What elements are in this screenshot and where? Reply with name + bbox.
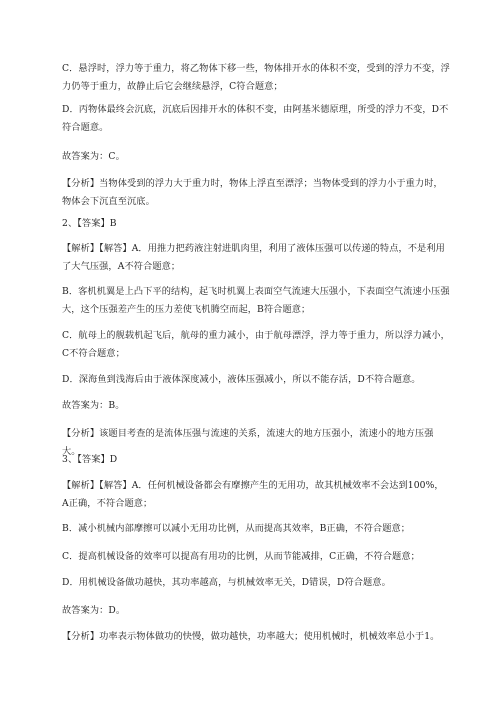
paragraph-d-1: D．丙物体最终会沉底，沉底后因排开水的体积不变，由阿基米德原理，所受的浮力不变，D不符合题意。 [62, 104, 449, 133]
paragraph-b-3: B．减小机械内部摩擦可以减小无用功比例，从而提高其效率，B正确，不符合题意； [62, 523, 411, 534]
paragraph-c-3: C．提高机械设备的效率可以提高有用功的比例，从而节能减排，C正确，不符合题意； [62, 551, 420, 562]
paragraph-d-3: D．用机械设备做功越快，其功率越高，与机械效率无关，D错误，D符合题意。 [62, 577, 391, 588]
explanation-a-3: 【解析】【解答】A．任何机械设备都会有摩擦产生的无用功，故其机械效率不会达到100%，A正确，不符合题意； [62, 480, 444, 509]
paragraph-c-1: C．悬浮时，浮力等于重力，将乙物体下移一些，物体排开水的体积不变，受到的浮力不变，浮力仍等于重力，故静止后它会继续悬浮，C符合题意； [62, 63, 450, 92]
paragraph-b-2: B．客机机翼是上凸下平的结构，起飞时机翼上表面空气流速大压强小，下表面空气流速小压强大，这个压强差产生的压力差使飞机腾空而起，B符合题意； [62, 286, 450, 315]
analysis-3: 【分析】功率表示物体做功的快慢，做功越快，功率越大；使用机械时，机械效率总小于1。 [62, 631, 440, 642]
paragraph-c-2: C．航母上的舰载机起飞后，航母的重力减小，由于航母漂浮，浮力等于重力，所以浮力减小，C不符合题意； [62, 330, 450, 359]
explanation-a-2: 【解析】【解答】A．用推力把药液注射进肌肉里，利用了液体压强可以传递的特点，不是利用了大气压强，A不符合题意； [62, 243, 445, 272]
answer-line-2: 故答案为：B。 [62, 400, 125, 411]
analysis-1: 【分析】当物体受到的浮力大于重力时，物体上浮直至漂浮；当物体受到的浮力小于重力时，物体会下沉直至沉底。 [62, 178, 443, 207]
question-2-answer: 2、【答案】B [62, 218, 117, 229]
answer-line-3: 故答案为：D。 [62, 605, 126, 616]
answer-line-1: 故答案为：C。 [62, 151, 125, 162]
analysis-2: 【分析】该题目考查的是流体压强与流速的关系，流速大的地方压强小，流速小的地方压强大。 [62, 428, 434, 457]
paragraph-d-2: D．深海鱼到浅海后由于液体深度减小，液体压强减小，所以不能存活，D不符合题意。 [62, 374, 421, 385]
question-3-answer: 3、【答案】D [62, 454, 118, 465]
